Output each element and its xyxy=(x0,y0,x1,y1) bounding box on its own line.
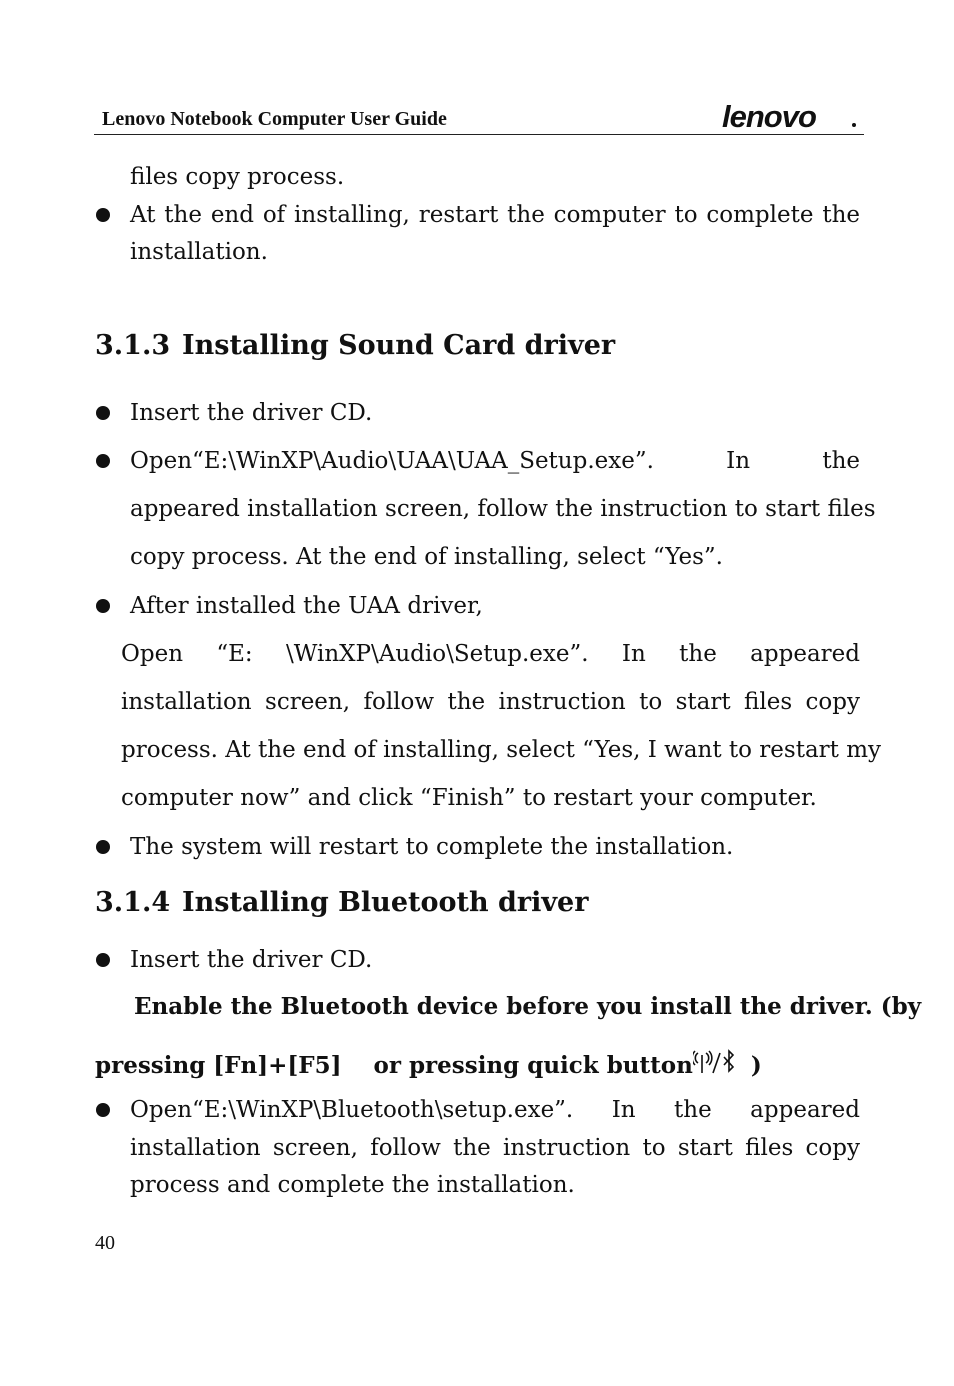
bullet-icon xyxy=(96,953,110,967)
page-number: 40 xyxy=(95,1232,115,1254)
paragraph-line: copy process. At the end of installing, select “Yes”. xyxy=(130,544,723,570)
note-text: pressing [Fn]+[F5] or pressing quick button xyxy=(95,1052,693,1079)
paragraph-line: process and complete the installation. xyxy=(130,1172,575,1198)
paragraph-line: Open“E:\WinXP\Bluetooth\setup.exe”. In the appeared xyxy=(130,1097,860,1123)
paragraph-line: appeared installation screen, follow the instruction to start files xyxy=(130,496,876,522)
section-number: 3.1.3 xyxy=(95,330,171,361)
paragraph-line: The system will restart to complete the installation. xyxy=(130,834,734,860)
bullet-icon xyxy=(96,454,110,468)
wireless-bluetooth-icon xyxy=(693,1049,743,1085)
svg-text:lenovo: lenovo xyxy=(722,100,816,134)
running-header-title: Lenovo Notebook Computer User Guide xyxy=(102,108,447,130)
bullet-icon xyxy=(96,208,110,222)
paragraph-line: installation screen, follow the instruction to start files copy xyxy=(121,689,860,715)
bullet-icon xyxy=(96,599,110,613)
paragraph-line: files copy process. xyxy=(130,164,345,190)
paragraph-line: process. At the end of installing, select “Yes, I want to restart my xyxy=(121,737,882,763)
paragraph-line: At the end of installing, restart the computer to complete the xyxy=(130,202,860,228)
note-text-close: ) xyxy=(750,1052,762,1079)
header-rule xyxy=(94,134,864,135)
lenovo-logo xyxy=(720,100,860,138)
paragraph-line: After installed the UAA driver, xyxy=(130,593,483,619)
paragraph-line: Open “E: \WinXP\Audio\Setup.exe”. In the appeared xyxy=(121,641,860,667)
paragraph-line: Insert the driver CD. xyxy=(130,400,373,426)
section-title: Installing Sound Card driver xyxy=(182,330,616,361)
paragraph-line: installation screen, follow the instruction to start files copy xyxy=(130,1135,860,1161)
note-line: Enable the Bluetooth device before you install the driver. (by xyxy=(134,993,922,1020)
paragraph-line: Open“E:\WinXP\Audio\UAA\UAA_Setup.exe”. In the xyxy=(130,448,860,474)
section-number: 3.1.4 xyxy=(95,887,171,918)
note-line xyxy=(95,1049,762,1085)
paragraph-line: installation. xyxy=(130,239,268,265)
section-title: Installing Bluetooth driver xyxy=(182,887,589,918)
bullet-icon xyxy=(96,1103,110,1117)
bullet-icon xyxy=(96,406,110,420)
lenovo-logo-mark xyxy=(720,100,860,134)
paragraph-line: Insert the driver CD. xyxy=(130,947,373,973)
paragraph-line: computer now” and click “Finish” to restart your computer. xyxy=(121,785,817,811)
section-heading-3-1-3 xyxy=(95,330,615,361)
section-heading-3-1-4 xyxy=(95,887,588,918)
bullet-icon xyxy=(96,840,110,854)
